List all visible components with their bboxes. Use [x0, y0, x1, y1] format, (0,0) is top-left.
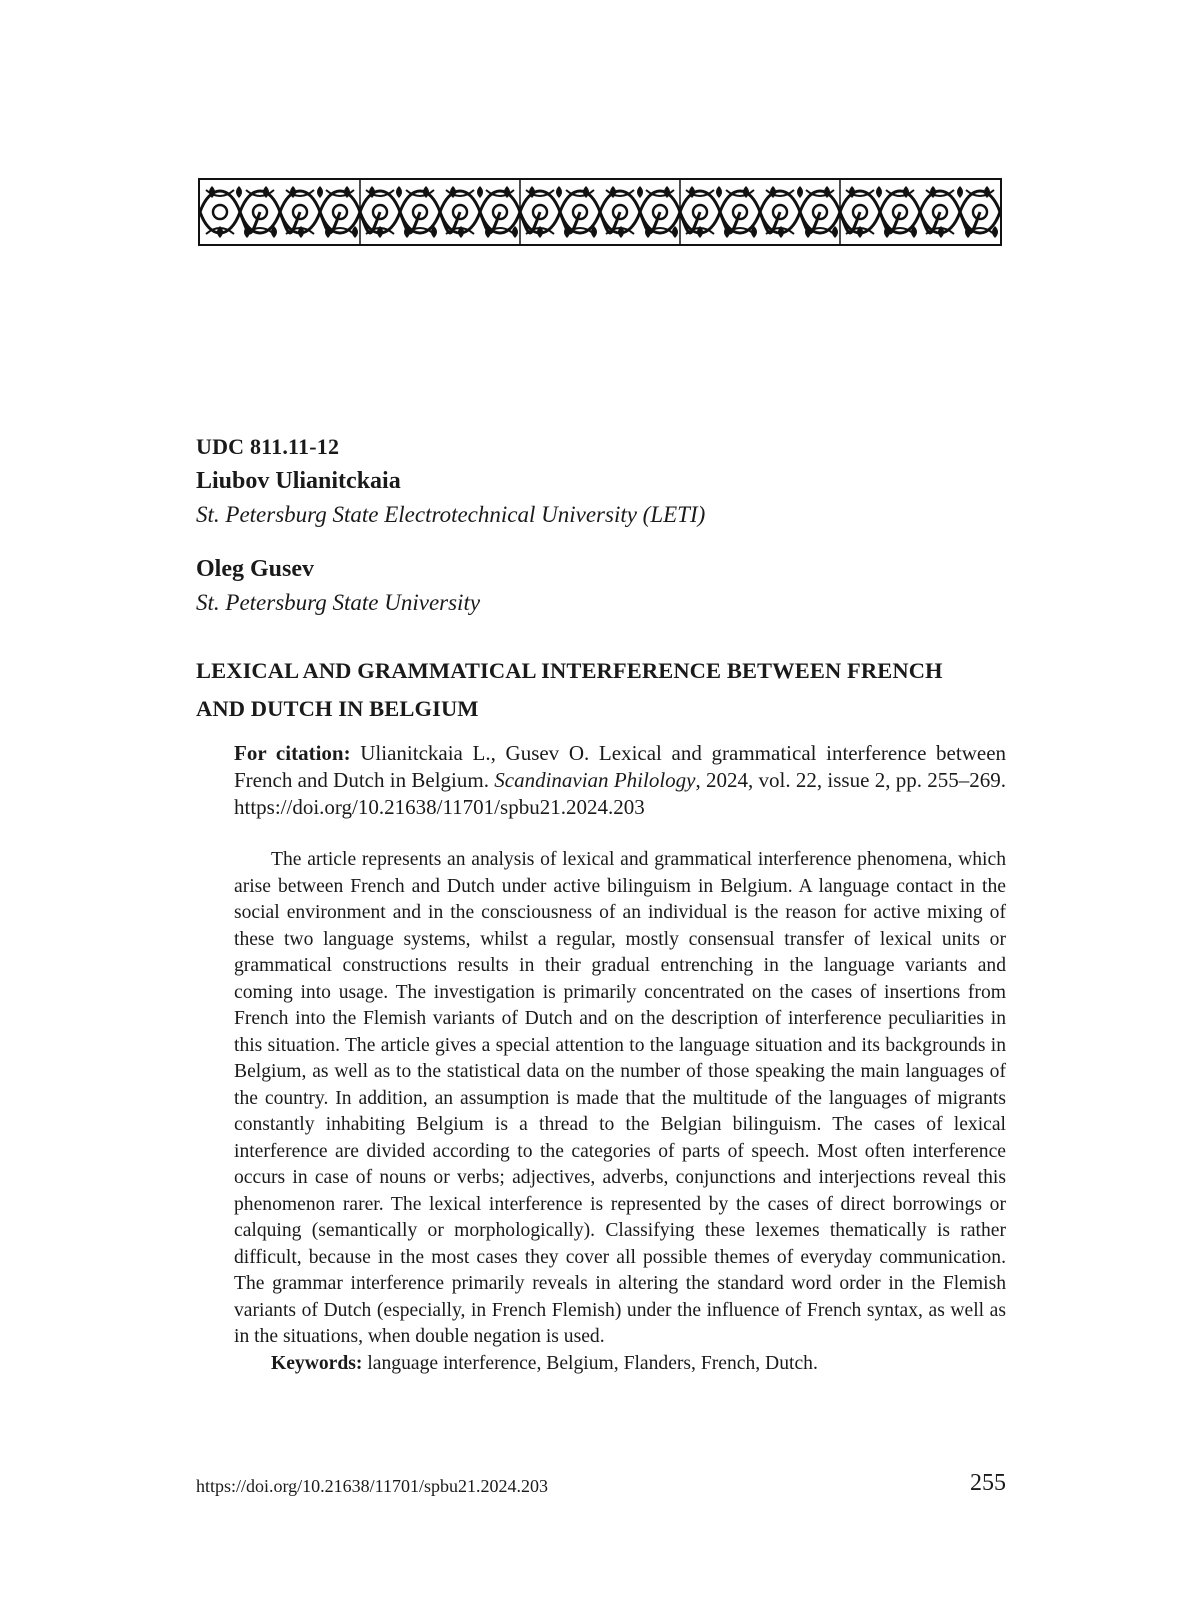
abstract-text: The article represents an analysis of lexical and grammatical interference phenomena, which arise between French and Dutch under active bilinguism in Belgium. A language contact in the social environment and in the consciousness of an individual is the reason for active mixing of these two language systems, whilst a regular, mostly consensual transfer of lexical units or grammatical constructions results in their gradual entrenching in the language variants and coming into usage. The investigation is primarily concentrated on the cases of insertions from French into the Flemish variants of Dutch and on the description of interference peculiarities in this situation. The article gives a special attention to the language situation and its backgrounds in Belgium, as well as to the statistical data on the number of those speaking the main languages of the country. In addition, an assumption is made that the multitude of the languages of migrants constantly inhabiting Belgium is a thread to the Belgian bilinguism. The cases of lexical interference are divided according to the categories of parts of speech. Most often interference occurs in case of nouns or verbs; adjectives, adverbs, conjunctions and interjections reveal this phenomenon rarer. The lexical interference is represented by the cases of direct borrowings or calquing (semantically or morphologically). Classifying these lexemes thematically is rather difficult, because in the most cases they cover all possible themes of everyday communication. The grammar interference primarily reveals in altering the standard word order in the Flemish variants of Dutch (especially, in French Flemish) under the influence of French syntax, as well as in the situations, when double negation is used. [234, 849, 1006, 1347]
abstract-block [234, 847, 1006, 1377]
citation-text-after: , 2024, vol. 22, issue 2, pp. 255–269. https://doi.org/10.21638/11701/spbu21.2024.203 [234, 768, 1007, 819]
keywords-text: language interference, Belgium, Flanders, French, Dutch. [362, 1352, 818, 1374]
udc-code: UDC 811.11-12 [196, 434, 340, 459]
keywords-label: Keywords: [271, 1352, 363, 1374]
author-affiliation-2: St. Petersburg State University [196, 590, 481, 615]
page-number: 255 [970, 1470, 1006, 1496]
author-affiliation-1: St. Petersburg State Electrotechnical University (LETI) [196, 502, 706, 527]
author-name-2: Oleg Gusev [196, 556, 314, 582]
citation-text-before: Ulianitckaia L., Gusev O. Lexical and grammatical interference between French and Dutch in Belgium. [234, 741, 1007, 792]
decorative-ornament-banner [198, 178, 1002, 246]
citation-label: For citation: [234, 741, 351, 765]
keywords-line [234, 1351, 1006, 1378]
citation-journal: Scandinavian Philology [494, 768, 696, 792]
author-name-1: Liubov Ulianitckaia [196, 468, 401, 494]
footer-doi: https://doi.org/10.21638/11701/spbu21.2024.203 [196, 1476, 549, 1496]
citation-block [234, 740, 1006, 821]
article-title: LEXICAL AND GRAMMATICAL INTERFERENCE BETWEEN FRENCH AND DUTCH IN BELGIUM [196, 658, 943, 721]
